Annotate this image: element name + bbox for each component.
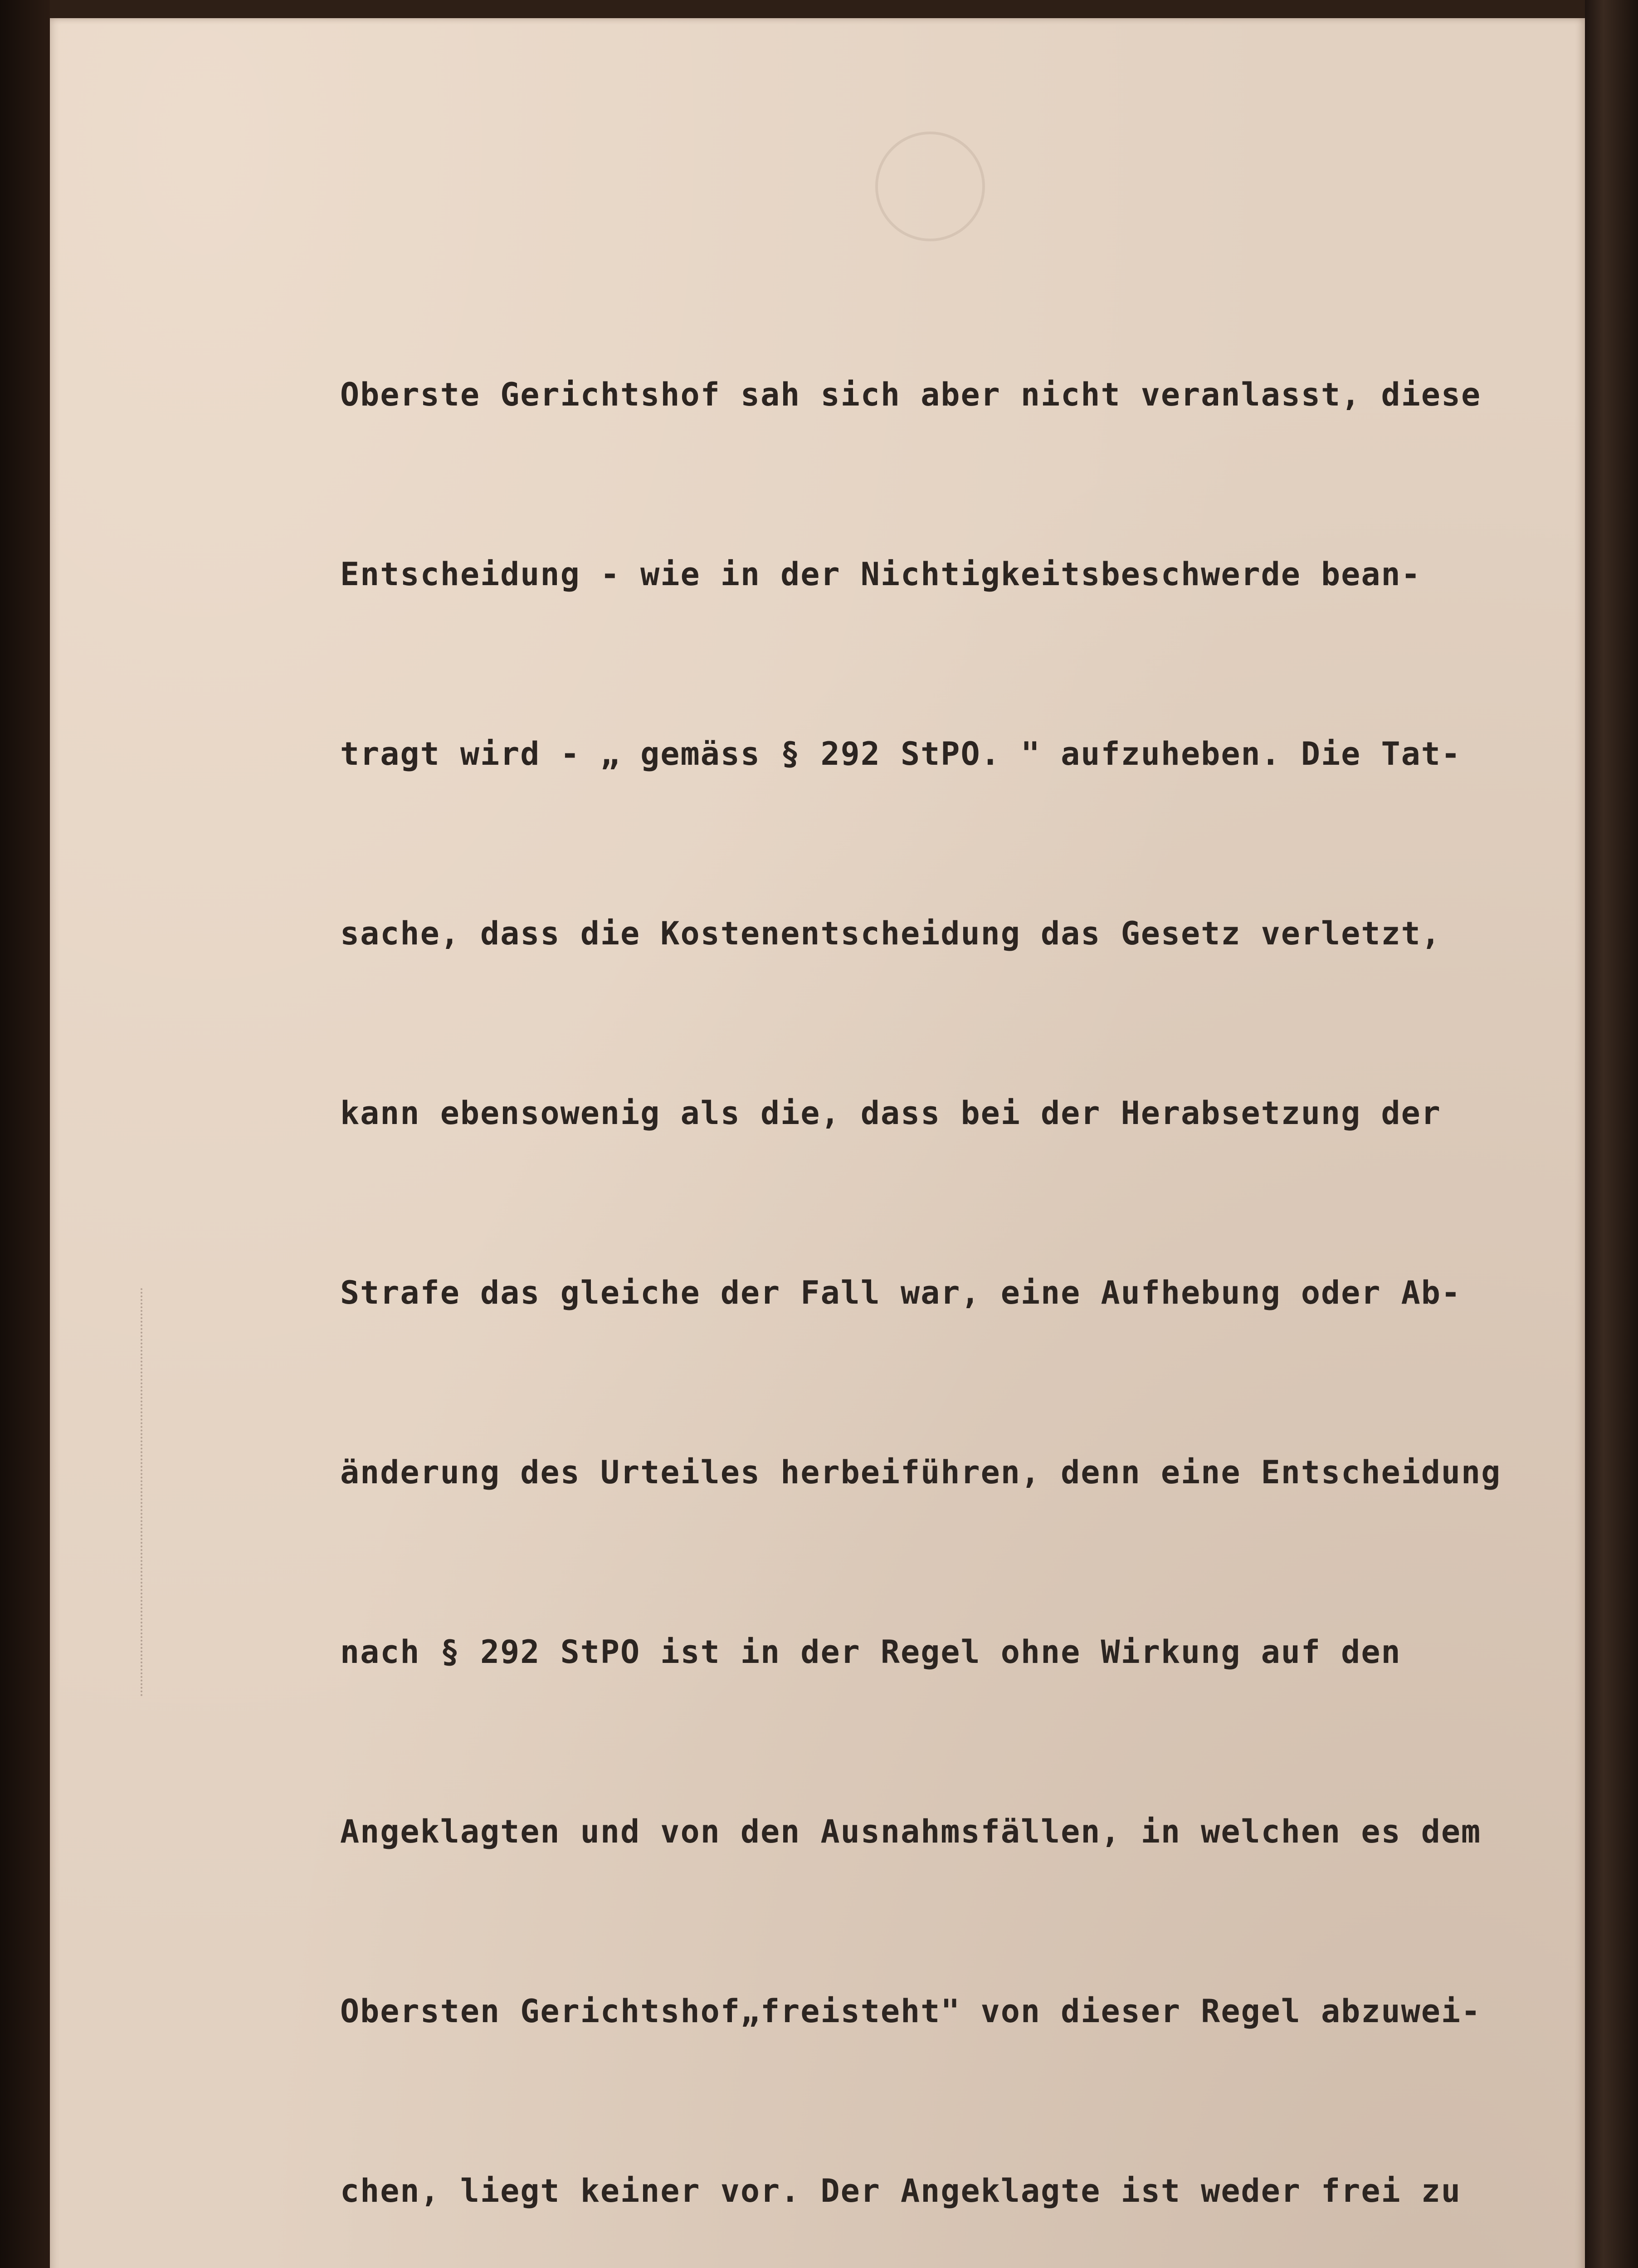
text-line: tragt wird - „ gemäss § 292 StPO. " aufzuheben. Die Tat-	[340, 735, 1462, 772]
text-line: kann ebensowenig als die, dass bei der Herabsetzung der	[340, 1095, 1441, 1132]
text-line: Strafe das gleiche der Fall war, eine Aufhebung oder Ab-	[340, 1274, 1462, 1311]
scan-right-edge	[1585, 0, 1638, 2268]
text-line: chen, liegt keiner vor. Der Angeklagte ist weder frei zu	[340, 2172, 1462, 2209]
text-line: Entscheidung - wie in der Nichtigkeitsbeschwerde bean-	[340, 556, 1421, 593]
text-line: sache, dass die Kostenentscheidung das Gesetz verletzt,	[340, 915, 1441, 952]
text-line: änderung des Urteiles herbeiführen, denn eine Entscheidung	[340, 1454, 1502, 1491]
faint-stamp	[875, 132, 985, 241]
text-line: Oberste Gerichtshof sah sich aber nicht veranlasst, diese	[340, 376, 1482, 413]
typewritten-text	[340, 245, 1565, 2268]
scan-left-edge	[0, 0, 50, 2268]
text-line: nach § 292 StPO ist in der Regel ohne Wirkung auf den	[340, 1633, 1401, 1671]
text-line: Obersten Gerichtshof„freisteht" von dieser Regel abzuwei-	[340, 1993, 1482, 2030]
margin-marks	[141, 1288, 151, 1696]
text-line: Angeklagten und von den Ausnahmsfällen, in welchen es dem	[340, 1813, 1482, 1850]
